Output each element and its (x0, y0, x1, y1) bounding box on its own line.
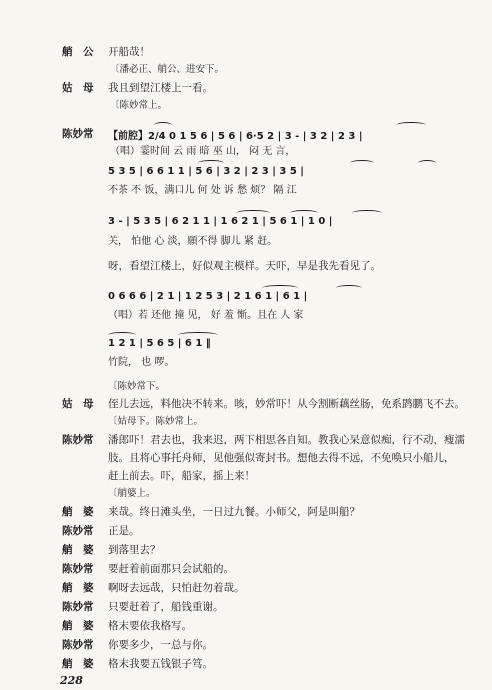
slur (396, 122, 426, 128)
slur (154, 122, 172, 128)
stage-direction: 〔潘必正、艄公、进安下。 (110, 64, 225, 75)
speech: 我且到望江楼上一看。 (108, 82, 213, 94)
dialogue-line: 陈妙常 正是。 (62, 525, 140, 537)
score-notes: 0 6 6 6 | 2 1 | 1 2 5 3 | 2 1 6 1 | 6 1 | (108, 291, 308, 302)
dialogue-line: 陈妙常 潘郎吓！君去也，我来迟，两下相思各自知。教我心呆意似痴，行不动，瘦濡 (62, 434, 465, 446)
dialogue-line (62, 82, 213, 94)
score-notes: 1 2 1 | 5 6 5 | 6 1 ‖ (108, 338, 211, 349)
slur (350, 160, 374, 166)
dialogue-continuation: 肢。且将心事托舟师，见他强似寄封书。想他去得不远，不免唤只小船儿， (108, 452, 455, 464)
dialogue-line: 艄 婆 到落里去？ (62, 544, 161, 556)
score-lyrics: 关， 怕他 心 淡，願不得 脚儿 紧 赶。 (108, 236, 278, 247)
slur (290, 210, 318, 216)
dialogue-line (62, 46, 150, 58)
dialogue-line: 陈妙常 你要多少，一总与你。 (62, 639, 213, 651)
dialogue-continuation: 赶上前去。吓，船家，摇上来！ (108, 470, 255, 482)
dialogue-line: 艄 婆 格末我要五钱银子笃。 (62, 658, 213, 670)
stage-direction: 〔陈妙常下。 (108, 381, 166, 392)
speech: 开船哉！ (108, 46, 150, 58)
slur (198, 160, 224, 166)
score-lyrics: 不茶 不 饭，满口儿 何 处 诉 愁 烦？ 隔 江 (108, 185, 297, 196)
stage-direction: 〔陈妙常上。 (110, 100, 168, 111)
stage-direction: 〔艄婆上。 (108, 488, 156, 499)
dialogue-line: 艄 婆 来哉。终日滩头坐，一日过九餐。小师父，阿是叫船？ (62, 506, 360, 518)
slur (262, 285, 298, 291)
page-number: 228 (60, 674, 83, 687)
slur (352, 210, 382, 216)
slur (178, 332, 218, 338)
score-notes: 【前腔】2/4 0 1 5 6 | 5 6 | 6·5 2 | 3 - | 3 2 | 2 3 | (108, 131, 363, 142)
slur (236, 210, 270, 216)
score-notes: 3 - | 5 3 5 | 6 2 1 1 | 1 6 2 1 | 5 6 1 | 1 0 | (108, 216, 333, 227)
score-lyrics: （唱）若 还他 撞 见， 好 羞 惭。且在 人 家 (108, 310, 304, 321)
dialogue-line: 陈妙常 只要赶着了，船钱重谢。 (62, 601, 224, 613)
speaker: 姑 母 (62, 82, 94, 94)
stage-direction: 〔姑母下。陈妙常上。 (108, 416, 204, 427)
slur (418, 160, 436, 166)
score-lyrics: （唱）霎时间 云 雨 暗 巫 山， 闷 无 言， (110, 146, 296, 157)
slur (336, 285, 362, 291)
dialogue-line: 艄 婆 格末要依我格写。 (62, 620, 192, 632)
dialogue-line: 艄 婆 啊呀去远哉，只怕赶勿着哉。 (62, 582, 245, 594)
dialogue-line: 姑 母 侄儿去远，料他决不转来。咳，妙常吓！从今割断藕丝肠，免系鹍鹏飞不去。 (62, 398, 465, 410)
slur (108, 332, 136, 338)
score-notes: 5 3 5 | 6 6 1 1 | 5 6 | 3 2 | 2 3 | 3 5 | (108, 166, 304, 177)
dialogue-line: 陈妙常 要赶着前面那只会试船的。 (62, 563, 234, 575)
score-lyrics: 竹院， 也 啰。 (108, 357, 175, 368)
score-speaker: 陈妙常 (62, 128, 94, 140)
speaker: 艄 公 (62, 46, 94, 58)
mid-text: 呀，看望江楼上，好似观主模样。天吓，早是我先看见了。 (108, 260, 381, 272)
